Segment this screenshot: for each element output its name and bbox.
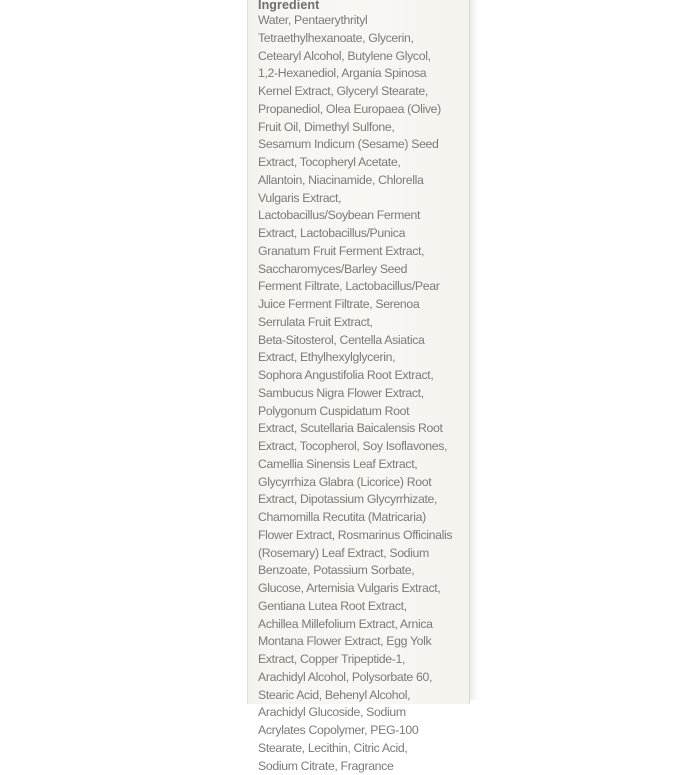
ingredient-line: Beta-Sitosterol, Centella Asiatica bbox=[258, 332, 452, 350]
ingredient-line: Benzoate, Potassium Sorbate, bbox=[258, 562, 452, 580]
ingredient-line: Juice Ferment Filtrate, Serenoa bbox=[258, 296, 452, 314]
ingredient-line: Fruit Oil, Dimethyl Sulfone, bbox=[258, 119, 452, 137]
ingredient-line: Vulgaris Extract, bbox=[258, 190, 452, 208]
ingredient-heading: Ingredient bbox=[258, 0, 319, 12]
ingredient-line: 1,2-Hexanediol, Argania Spinosa bbox=[258, 65, 452, 83]
ingredient-line: Glucose, Artemisia Vulgaris Extract, bbox=[258, 580, 452, 598]
ingredient-line: (Rosemary) Leaf Extract, Sodium bbox=[258, 545, 452, 563]
ingredient-line: Arachidyl Alcohol, Polysorbate 60, bbox=[258, 669, 452, 687]
ingredient-line: Cetearyl Alcohol, Butylene Glycol, bbox=[258, 48, 452, 66]
ingredient-line: Extract, Scutellaria Baicalensis Root bbox=[258, 420, 452, 438]
ingredient-line: Allantoin, Niacinamide, Chlorella bbox=[258, 172, 452, 190]
ingredient-line: Extract, Lactobacillus/Punica bbox=[258, 225, 452, 243]
ingredient-line: Propanediol, Olea Europaea (Olive) bbox=[258, 101, 452, 119]
ingredient-list bbox=[258, 12, 452, 775]
ingredient-line: Camellia Sinensis Leaf Extract, bbox=[258, 456, 452, 474]
ingredient-line: Lactobacillus/Soybean Ferment bbox=[258, 207, 452, 225]
ingredient-line: Ferment Filtrate, Lactobacillus/Pear bbox=[258, 278, 452, 296]
ingredient-line: Serrulata Fruit Extract, bbox=[258, 314, 452, 332]
ingredient-line: Granatum Fruit Ferment Extract, bbox=[258, 243, 452, 261]
ingredient-line: Sophora Angustifolia Root Extract, bbox=[258, 367, 452, 385]
ingredient-line: Flower Extract, Rosmarinus Officinalis bbox=[258, 527, 452, 545]
ingredient-line: Extract, Copper Tripeptide-1, bbox=[258, 651, 452, 669]
ingredient-line: Extract, Ethylhexylglycerin, bbox=[258, 349, 452, 367]
ingredient-line: Acrylates Copolymer, PEG-100 bbox=[258, 722, 452, 740]
ingredient-line: Saccharomyces/Barley Seed bbox=[258, 261, 452, 279]
ingredient-line: Sodium Citrate, Fragrance bbox=[258, 758, 452, 775]
ingredient-line: Extract, Tocopheryl Acetate, bbox=[258, 154, 452, 172]
ingredient-line: Glycyrrhiza Glabra (Licorice) Root bbox=[258, 474, 452, 492]
ingredient-line: Chamomilla Recutita (Matricaria) bbox=[258, 509, 452, 527]
ingredient-line: Sambucus Nigra Flower Extract, bbox=[258, 385, 452, 403]
ingredient-line: Montana Flower Extract, Egg Yolk bbox=[258, 633, 452, 651]
ingredient-line: Arachidyl Glucoside, Sodium bbox=[258, 704, 452, 722]
ingredient-line: Stearate, Lecithin, Citric Acid, bbox=[258, 740, 452, 758]
ingredient-line: Sesamum Indicum (Sesame) Seed bbox=[258, 136, 452, 154]
ingredient-line: Gentiana Lutea Root Extract, bbox=[258, 598, 452, 616]
ingredient-line: Extract, Tocopherol, Soy Isoflavones, bbox=[258, 438, 452, 456]
ingredient-line: Stearic Acid, Behenyl Alcohol, bbox=[258, 687, 452, 705]
package-edge-shadow bbox=[470, 0, 478, 700]
ingredient-line: Water, Pentaerythrityl bbox=[258, 12, 452, 30]
ingredient-line: Achillea Millefolium Extract, Arnica bbox=[258, 616, 452, 634]
ingredient-line: Kernel Extract, Glyceryl Stearate, bbox=[258, 83, 452, 101]
ingredient-line: Polygonum Cuspidatum Root bbox=[258, 403, 452, 421]
ingredient-line: Tetraethylhexanoate, Glycerin, bbox=[258, 30, 452, 48]
ingredient-line: Extract, Dipotassium Glycyrrhizate, bbox=[258, 491, 452, 509]
